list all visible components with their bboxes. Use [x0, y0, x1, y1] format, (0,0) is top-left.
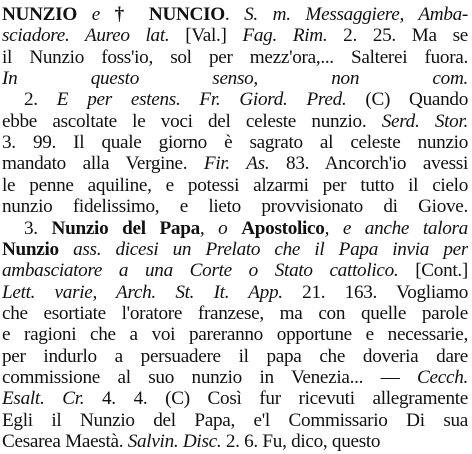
text-run: 2. 6. Fu, dico, questo: [221, 431, 381, 452]
text-run: e ragioni che a voi pareranno opportune e necessarie,: [2, 324, 468, 346]
text-run: nunzio fidelissimo, e lieto provvisionato di Giove.: [2, 196, 468, 218]
italic-run: ambasciatore a una Corte o Stato cattolico.: [2, 260, 399, 282]
text-run: commissione al suo nunzio in Venezia... —: [2, 366, 418, 388]
text-run: .: [224, 4, 245, 25]
text-run: le penne aquiline, e potessi alzarmi per tutto il cielo: [2, 174, 468, 196]
italic-run: ass. dicesi un Prelato che il Papa invia per: [58, 238, 468, 260]
bold-run: Nunzio del Papa: [51, 217, 200, 239]
italic-run: , e anche talora: [324, 217, 468, 239]
text-run: Cesarea Maestà.: [2, 431, 128, 452]
text-run: 21. 163. Vogliamo: [282, 281, 468, 303]
text-run: 3.: [24, 217, 52, 239]
text-run: ebbe ascoltate le voci del celeste nunzio.: [2, 110, 382, 132]
italic-run: Lett. varie, Arch. St. It. App.: [2, 281, 283, 303]
italic-run: e: [76, 4, 115, 25]
italic-run: Serd. Stor.: [381, 110, 468, 132]
italic-run: In questo senso, non com.: [2, 68, 468, 90]
bold-run: Nunzio: [2, 238, 59, 260]
italic-run: E per estens. Fr. Giord. Pred.: [56, 89, 347, 111]
text-run: il Nunzio foss'io, sol per mezz'ora,... Salterei fuora.: [2, 46, 468, 68]
italic-run: sciadore. Aureo lat.: [2, 25, 170, 47]
text-run: 2.: [24, 89, 57, 111]
text-run: [Val.]: [169, 25, 243, 47]
italic-run: Esalt. Cr.: [2, 388, 85, 410]
text-run: 2. 25. Ma se: [327, 25, 468, 47]
bold-run: NUNZIO: [2, 4, 77, 25]
italic-run: Salvin. Disc.: [127, 431, 222, 452]
bold-run: Apostolico: [241, 217, 325, 239]
text-run: 4. 4. (C) Così fur ricevuti allegramente: [84, 388, 468, 410]
text-run: mandato alla Vergine.: [2, 153, 204, 175]
bold-run: † NUNCIO: [114, 4, 225, 25]
italic-run: S. m. Messaggiere, Amba-: [244, 4, 468, 25]
italic-run: Cecch.: [417, 366, 468, 388]
text-run: 83. Ancorch'io avessi: [269, 153, 468, 175]
italic-run: Fag. Rim.: [242, 25, 328, 47]
italic-run: Fir. As.: [203, 153, 270, 175]
text-run: per indurlo a persuadere il papa che doveria dare: [2, 345, 468, 367]
text-run: che esortiate l'oratore franzese, ma con quelle parole: [2, 302, 468, 324]
entry-line: [2, 430, 468, 454]
text-run: (C) Quando: [346, 89, 468, 111]
text-run: Egli il Nunzio del Papa, e'l Commissario Di sua: [2, 409, 468, 431]
italic-run: , o: [199, 217, 242, 239]
text-run: 3. 99. Il quale giorno è sagrato al celeste nunzio: [2, 132, 468, 154]
text-run: [Cont.]: [398, 260, 468, 282]
